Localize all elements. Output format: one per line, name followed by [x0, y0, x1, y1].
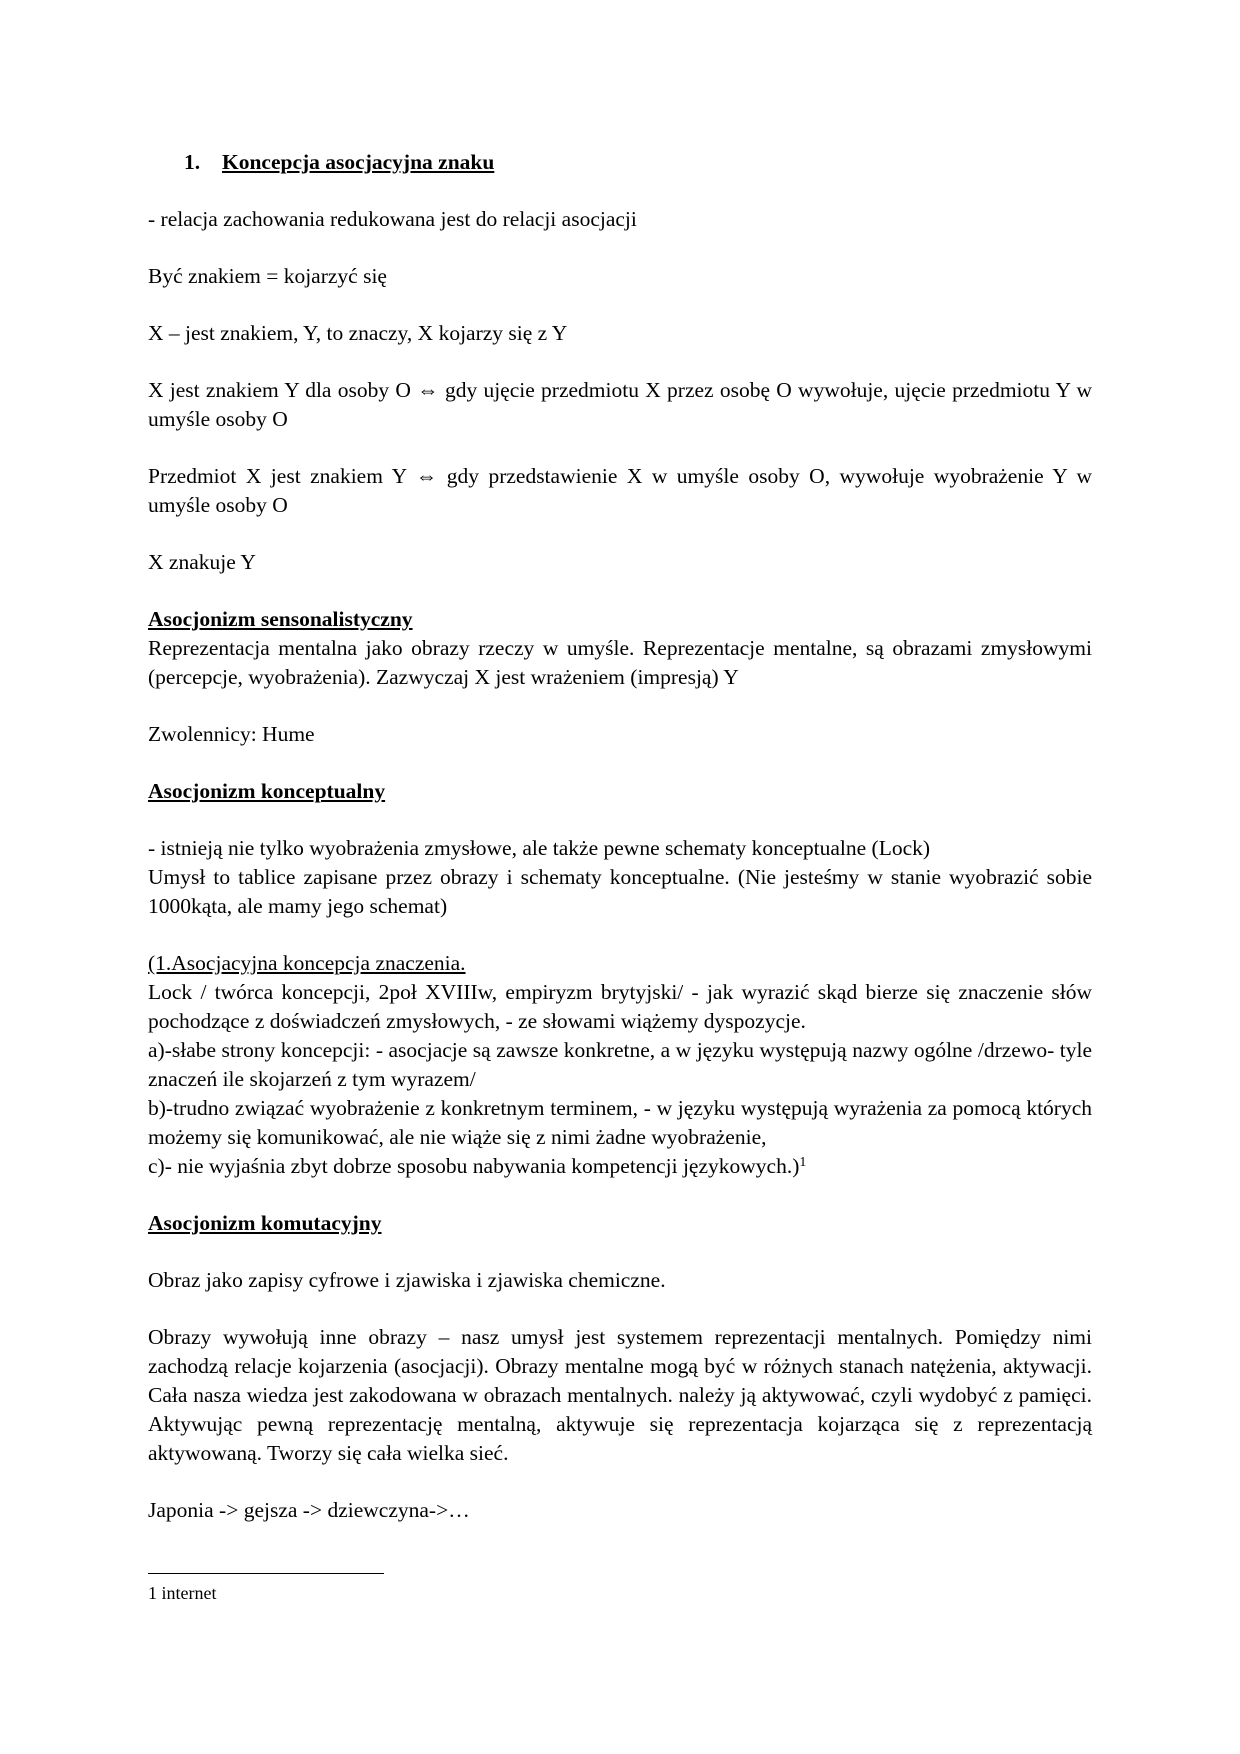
- paragraph-competence-text: c)- nie wyjaśnia zbyt dobrze sposobu nabywania kompetencji językowych.): [148, 1154, 800, 1178]
- subheading-komutacyjny: Asocjonizm komutacyjny: [148, 1211, 382, 1235]
- paragraph-weak-points: a)-słabe strony koncepcji: - asocjacje są zawsze konkretne, a w języku występują nazwy ogólne /drzewo- tyle znaczeń ile skojarzeń z tym wyrazem/: [148, 1038, 1092, 1091]
- paragraph-object-x: Przedmiot X jest znakiem Y ⇔ gdy przedstawienie X w umyśle osoby O, wywołuje wyobrażenie Y w umyśle osoby O: [148, 464, 1092, 517]
- paragraph-x-sign: X – jest znakiem, Y, to znaczy, X kojarzy się z Y: [148, 321, 568, 345]
- paragraph-competence: [148, 1152, 1092, 1181]
- subheading-asocjacyjna-koncepcja: (1.Asocjacyjna koncepcja znaczenia.: [148, 951, 466, 975]
- subheading-konceptualny: Asocjonizm konceptualny: [148, 779, 386, 803]
- heading-number: 1.: [184, 150, 201, 174]
- paragraph-komutacyjny-2: Obrazy wywołują inne obrazy – nasz umysł jest systemem reprezentacji mentalnych. Pomiędzy nimi zachodzą relacje kojarzenia (asocjacji). Obrazy mentalne mogą być w różnych stanach natężenia, aktywacji. Cała nasza wiedza jest zakodowana w obrazach mentalnych. należy ją aktywować, czyli wydobyć z pamięci. Aktywując pewną reprezentację mentalną, aktywuje się reprezentacja kojarząca się z reprezentacją aktywowaną. Tworzy się cała wielka sieć.: [148, 1325, 1092, 1465]
- document-page: [148, 148, 1092, 1525]
- paragraph-association-chain: Japonia -> gejsza -> dziewczyna->…: [148, 1498, 470, 1522]
- paragraph-konceptualny-2: Umysł to tablice zapisane przez obrazy i schematy konceptualne. (Nie jesteśmy w stanie wyobrazić sobie 1000kąta, ale mamy jego schemat): [148, 865, 1092, 918]
- subheading-sensonalistyczny: Asocjonizm sensonalistyczny: [148, 607, 413, 631]
- heading-title: Koncepcja asocjacyjna znaku: [222, 150, 495, 174]
- paragraph-definition: Być znakiem = kojarzyć się: [148, 264, 387, 288]
- footnote-separator: [148, 1573, 384, 1574]
- paragraph-sensonalistyczny: Reprezentacja mentalna jako obrazy rzeczy w umyśle. Reprezentacje mentalne, są obrazami zmysłowymi (percepcje, wyobrażenia). Zazwyczaj X jest wrażeniem (impresją) Y: [148, 636, 1092, 689]
- paragraph-followers: Zwolennicy: Hume: [148, 722, 315, 746]
- paragraph-relation: - relacja zachowania redukowana jest do relacji asocjacji: [148, 207, 637, 231]
- paragraph-person-o: X jest znakiem Y dla osoby O ⇔ gdy ujęcie przedmiotu X przez osobę O wywołuje, ujęcie przedmiotu Y w umyśle osoby O: [148, 378, 1092, 431]
- paragraph-x-marks-y: X znakuje Y: [148, 550, 256, 574]
- paragraph-konceptualny-1: - istnieją nie tylko wyobrażenia zmysłowe, ale także pewne schematy konceptualne (Lock): [148, 836, 931, 860]
- section-heading: [148, 148, 1092, 177]
- footnote: 1 internet: [148, 1583, 217, 1603]
- paragraph-lock: Lock / twórca koncepcji, 2poł XVIIIw, empiryzm brytyjski/ - jak wyrazić skąd bierze się znaczenie słów pochodzące z doświadczeń zmysłowych, - ze słowami wiążemy dyspozycje.: [148, 980, 1092, 1033]
- paragraph-komutacyjny-1: Obraz jako zapisy cyfrowe i zjawiska i zjawiska chemiczne.: [148, 1268, 666, 1292]
- paragraph-hard-to-link: b)-trudno związać wyobrażenie z konkretnym terminem, - w języku występują wyrażenia za pomocą których możemy się komunikować, ale nie wiąże się z nimi żadne wyobrażenie,: [148, 1096, 1092, 1149]
- footnote-reference[interactable]: 1: [799, 1155, 807, 1170]
